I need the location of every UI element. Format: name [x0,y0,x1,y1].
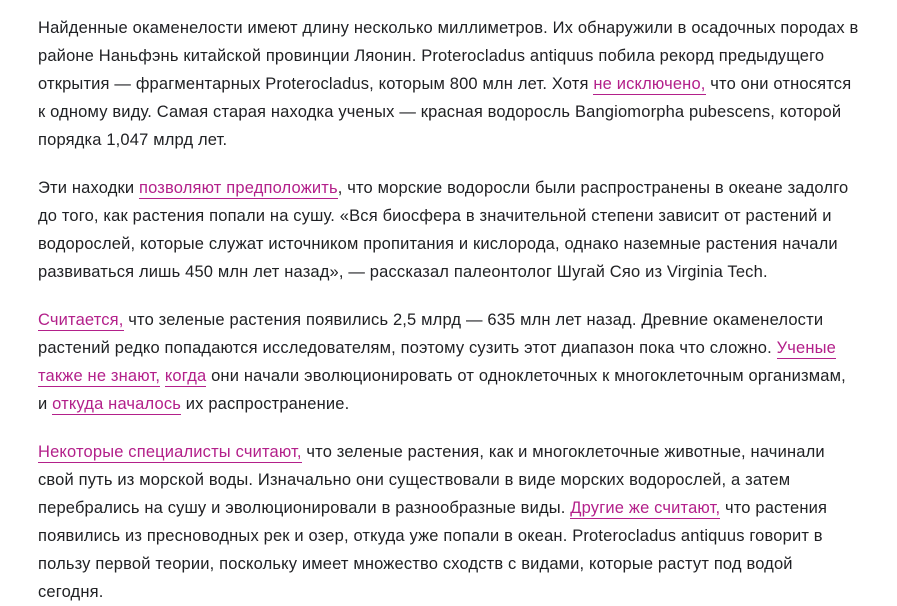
paragraph-1: Найденные окаменелости имеют длину несколько миллиметров. Их обнаружили в осадочных породах в районе Наньфэнь китайской провинции Ляонин. Proterocladus antiquus побила рекорд предыдущего открытия — фрагментарных Proterocladus, которым 800 млн лет. Хотя не исключено, что они относятся к одному виду. Самая старая находка ученых — красная водоросль Bangiomorpha pubescens, которой порядка 1,047 млрд лет. [38,19,859,149]
highlighted-phrase[interactable]: Считается, [38,311,124,329]
highlighted-phrase[interactable]: позволяют предположить [139,179,338,197]
highlighted-phrase[interactable]: откуда началось [52,395,182,413]
highlighted-phrase[interactable]: не исключено, [593,75,706,93]
highlighted-phrase[interactable]: Ученые также не знают, [38,339,837,385]
article-body [38,14,860,606]
paragraph-4: Некоторые специалисты считают, что зеленые растения, как и многоклеточные животные, начинали свой путь из морской воды. Изначально они существовали в виде морских водорослей, а затем перебрались на сушу и эволюционировали в разнообразные виды. Другие же считают, что растения появились из пресноводных рек и озер, откуда уже попали в океан. Proterocladus antiquus говорит в пользу первой теории, поскольку имеет множество сходств с видами, которые растут под водой сегодня. [38,443,828,601]
highlighted-phrase[interactable]: Некоторые специалисты считают, [38,443,302,461]
paragraph-2: Эти находки позволяют предположить, что морские водоросли были распространены в океане задолго до того, как растения попали на сушу. «Вся биосфера в значительной степени зависит от растений и водорослей, которые служат источником пропитания и кислорода, однако наземные растения начали развиваться лишь 450 млн лет назад», — рассказал палеонтолог Шугай Сяо из Virginia Tech. [38,179,849,281]
highlighted-phrase[interactable]: Другие же считают, [570,499,721,517]
highlighted-phrase[interactable]: когда [164,367,207,385]
paragraph-3: Считается, что зеленые растения появились 2,5 млрд — 635 млн лет назад. Древние окаменелости растений редко попадаются исследователям, поэтому сузить этот диапазон пока что сложно. Ученые также не знают, когда они начали эволюционировать от одноклеточных к многоклеточным организмам, и откуда началось их распространение. [38,311,846,413]
